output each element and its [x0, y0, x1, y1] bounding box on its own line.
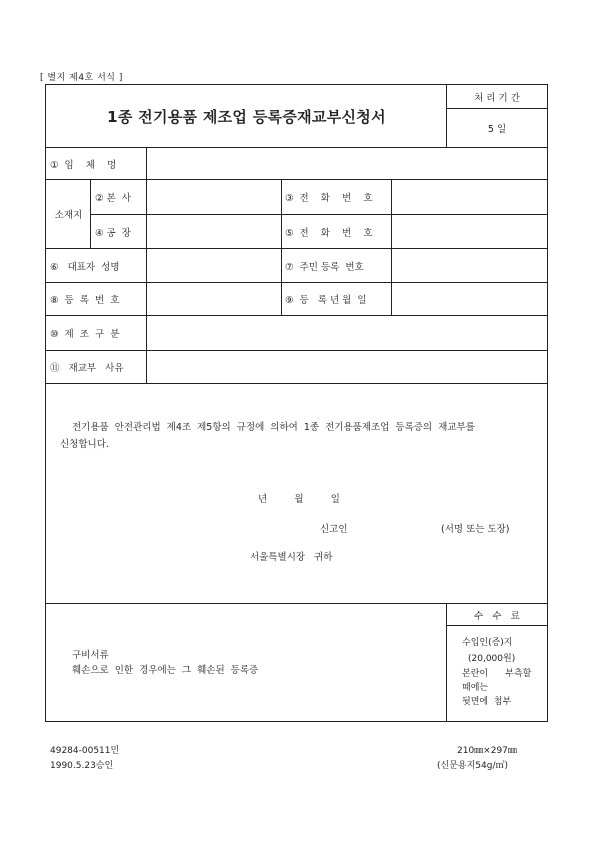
manufacturing-type-input[interactable]	[148, 317, 546, 349]
approval-date: 1990.5.23승인	[50, 761, 114, 771]
location-column-line	[90, 179, 91, 248]
fee-note-line1: 본란이 부측할	[462, 669, 532, 679]
label-manufacturing-type: ⑩ 제 조 구 분	[50, 329, 120, 340]
label-location: 소재지	[54, 210, 83, 221]
label-company-name: ① 임 체 멍	[50, 159, 117, 171]
registration-number-input[interactable]	[148, 284, 280, 314]
row-line	[46, 315, 548, 316]
company-name-input[interactable]	[148, 149, 546, 178]
label-resident-number: ⑦ 주민 등록 번호	[285, 261, 364, 273]
label-registration-date: ⑨ 등 록 년 월 일	[285, 295, 367, 306]
head-office-input[interactable]	[148, 181, 280, 213]
label-head-office: ② 본 사	[95, 193, 131, 204]
applicant-label: 신고인	[320, 524, 348, 535]
label-factory: ④ 공 장	[95, 227, 131, 239]
fee-amount: (20,000원)	[468, 654, 516, 664]
representative-input[interactable]	[148, 250, 280, 281]
fee-divider	[447, 625, 548, 626]
resident-number-input[interactable]	[393, 250, 546, 281]
form-number: [ 별지 제4호 서식 ]	[40, 73, 123, 83]
head-office-phone-input[interactable]	[393, 181, 546, 213]
label-factory-phone: ⑤ 전 화 번 호	[285, 227, 373, 239]
label-column-line	[146, 147, 147, 383]
application-date: 년 월 일	[258, 494, 340, 505]
revenue-stamp-label: 수입인(증)지	[462, 638, 513, 648]
statement-line1: 전기용품 안전관리법 제4조 제5항의 규정에 의하여 1종 전기용품제조업 등록증의 재교부를	[72, 422, 475, 433]
row-line	[46, 147, 548, 148]
processing-period-value: 5 일	[487, 123, 507, 135]
form-code: 49284-00511민	[50, 746, 120, 756]
applicant-name-input[interactable]	[360, 520, 435, 538]
recipient: 서울특별시장 귀하	[250, 552, 333, 563]
processing-period-label: 처 리 기 간	[474, 93, 520, 104]
paper-size: 210㎜×297㎜	[457, 746, 517, 756]
label-reissue-reason: ⑪ 재교부 사유	[50, 363, 124, 374]
reissue-reason-input[interactable]	[148, 352, 546, 382]
label-head-office-phone: ③ 전 화 번 호	[285, 193, 373, 204]
label-registration-number: ⑧ 등 록 번 호	[50, 295, 120, 306]
registration-date-input[interactable]	[393, 284, 546, 314]
label-representative: ⑥ 대표자 성명	[50, 261, 120, 273]
factory-input[interactable]	[148, 216, 280, 247]
row-line	[46, 383, 548, 384]
mid-column-line	[391, 179, 392, 315]
factory-phone-input[interactable]	[393, 216, 546, 247]
paper-type: (신문용지54g/㎡)	[437, 761, 508, 771]
form-title: 1종 전기용품 제조업 등록증재교부신청서	[107, 107, 386, 126]
statement-line2: 신청합니다.	[60, 439, 109, 450]
fee-label: 수 수 료	[474, 610, 520, 622]
fee-note-line2: 때에는	[462, 683, 489, 693]
mid-column-line	[281, 179, 282, 315]
required-documents-item: 훼손으로 인한 경우에는 그 훼손된 등록증	[72, 665, 259, 676]
signature-note: (서명 또는 도장)	[441, 524, 510, 535]
fee-note-line3: 뒷면에 첨부	[462, 697, 512, 707]
required-documents-heading: 구비서류	[72, 650, 109, 661]
